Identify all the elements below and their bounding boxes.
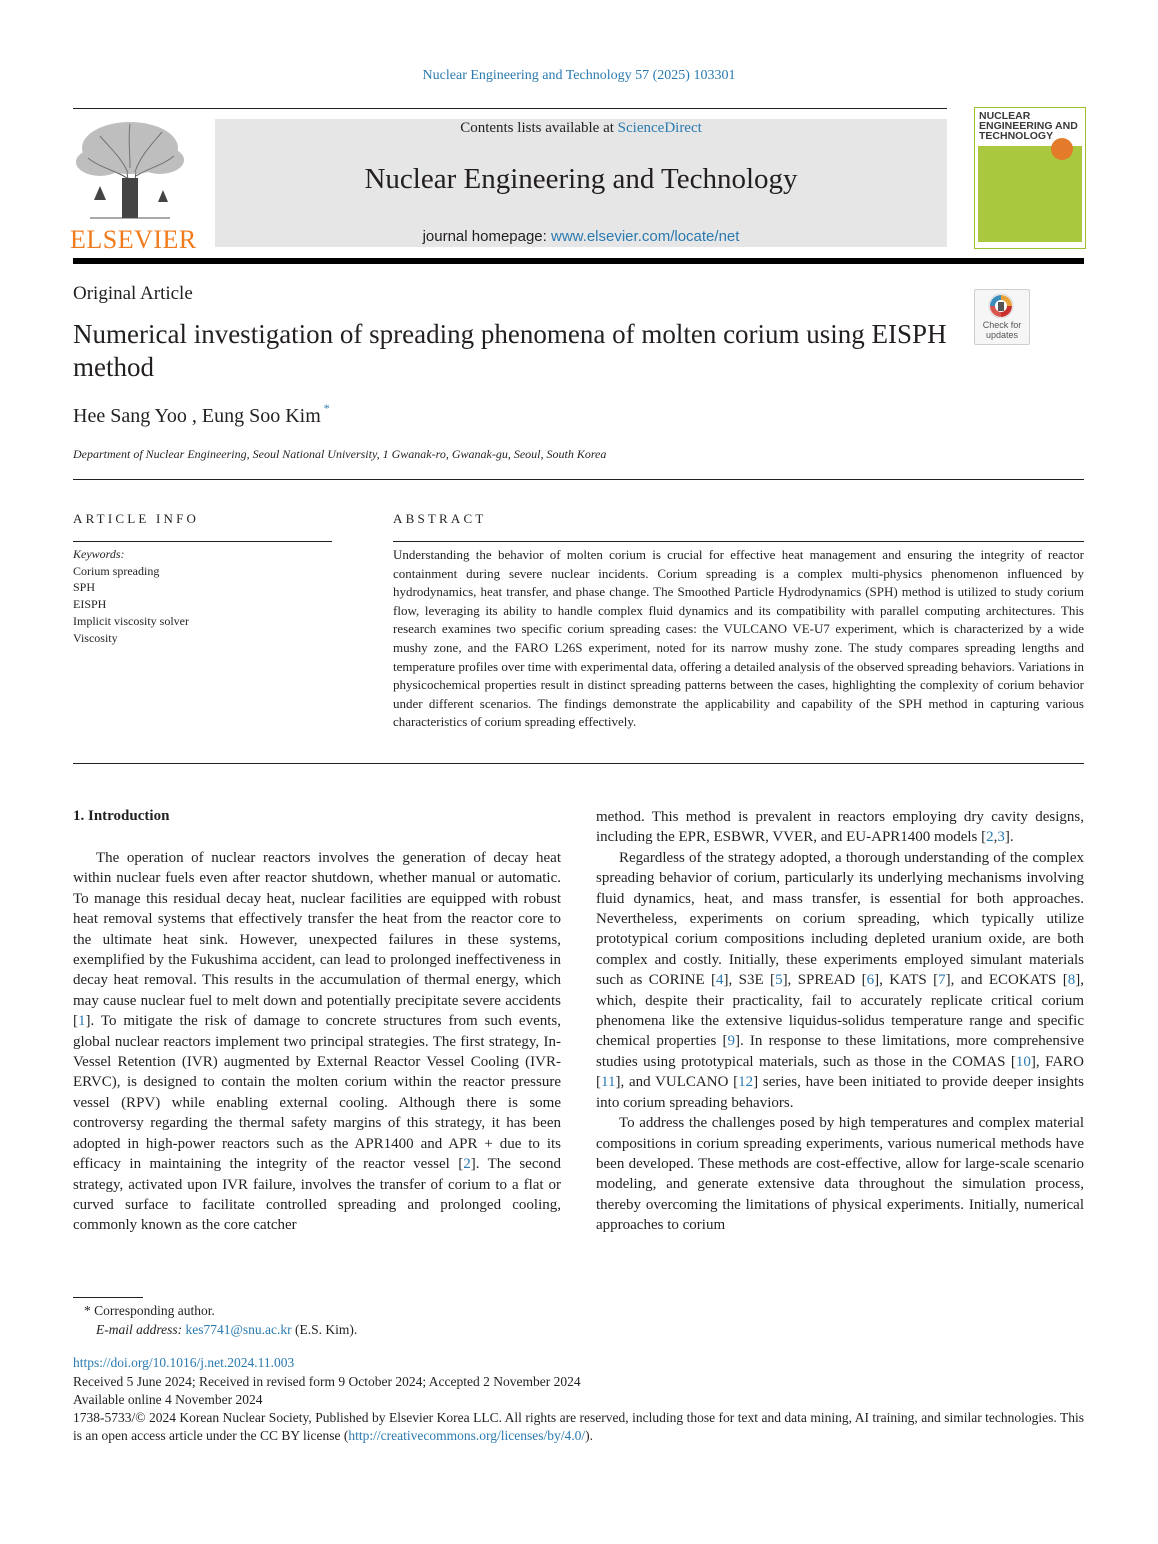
citation-link[interactable]: 8 <box>1067 972 1076 989</box>
text-run: The operation of nuclear reactors involves the generation of decay heat within nuclear fuels even after reactor shutdown, whether manual or automatic. To manage this residual decay heat, nuclear facilities are equipped with robust heat removal systems that effectively transfer the heat from the reactor core to the ultimate heat sink. However, unexpected failures in these systems, exemplified by the Fukushima accident, can lead to prolonged ineffectiveness in decay heat removal. This results in the accumulation of thermal energy, which may cause nuclear fuel to melt down and potentially precipitate severe accidents [ <box>73 850 561 1030</box>
citation-link[interactable]: 5 <box>775 972 783 989</box>
author-names: Hee Sang Yoo , Eung Soo Kim <box>73 405 321 427</box>
contents-prefix: Contents lists available at <box>460 120 614 136</box>
footnote-email <box>96 1322 357 1338</box>
doi-link-line <box>73 1355 294 1371</box>
keyword-item: EISPH <box>73 597 107 612</box>
text-run: Regardless of the strategy adopted, a thorough understanding of the complex spreading behavior of corium, particularly its underlying mechanisms involving fluid dynamics, heat, and mass transfer, is essential for both approaches. Nevertheless, experiments on corium spreading, which typically utilize prototypical corium compositions including depleted uranium oxide, are both complex and costly. Initially, these experiments employed simulant materials such as CORINE [ <box>596 849 1084 989</box>
cover-body <box>978 146 1082 242</box>
affiliation: Department of Nuclear Engineering, Seoul National University, 1 Gwanak-ro, Gwanak-gu, Seoul, South Korea <box>73 447 607 461</box>
citation-link[interactable]: 3 <box>997 829 1005 846</box>
footnote-rule <box>73 1297 143 1298</box>
available-online-date: Available online 4 November 2024 <box>73 1392 263 1407</box>
text-run: ]. To mitigate the risk of damage to concrete structures from such events, global nuclear reactors implement two principal strategies. The first strategy, In-Vessel Retention (IVR) augmented by External Reactor Vessel Cooling (IVR-ERVC), is designed to contain the molten corium within the reactor pressure vessel (RPV) while enabling external cooling. Although there is some controversy regarding the thermal safety margins of this strategy, it has been adopted in high-power reactors such as the APR1400 and APR + due to its efficacy in maintaining the integrity of the reactor vessel [ <box>73 1013 561 1173</box>
homepage-prefix: journal homepage: <box>422 228 547 245</box>
keyword-item: SPH <box>73 580 96 595</box>
corresponding-author-mark[interactable]: * <box>323 401 330 415</box>
email-suffix: (E.S. Kim). <box>291 1322 358 1337</box>
text-run: ]. <box>1004 829 1014 846</box>
crossmark-line: updates <box>985 329 1019 340</box>
citation-link[interactable]: 7 <box>938 972 946 989</box>
text-run: ], and VULCANO [ <box>615 1074 739 1091</box>
keywords-label: Keywords: <box>73 547 125 561</box>
paragraph: method. This method is prevalent in reactors employing dry cavity designs, including the EPR, ESBWR, VVER, and EU-APR1400 models [2,3]. <box>596 809 1084 846</box>
tree-logo-icon <box>70 118 190 222</box>
cover-title <box>979 111 1078 141</box>
elsevier-wordmark: ELSEVIER <box>70 225 197 254</box>
citation-link[interactable]: 2 <box>463 1156 471 1173</box>
email-label: E-mail address: <box>96 1322 183 1337</box>
text-run: ], and ECOKATS [ <box>945 972 1068 989</box>
journal-title: Nuclear Engineering and Technology <box>364 163 798 195</box>
text-run: ], which, despite their practicality, fail to accurately replicate critical corium phenomena like the extensive liquidus-solidus temperature range and specific chemical properties [ <box>596 972 1085 1050</box>
homepage-link[interactable]: www.elsevier.com/locate/net <box>551 228 740 245</box>
paragraph <box>596 848 1084 1113</box>
abstract-heading: ABSTRACT <box>393 511 487 526</box>
thick-divider <box>73 258 1084 264</box>
copyright-end: ). <box>585 1428 593 1443</box>
contents-line <box>215 120 947 137</box>
cover-title-line: ENGINEERING AND <box>979 120 1078 132</box>
article-info-rule <box>73 541 332 542</box>
text-run: ], KATS [ <box>874 972 939 989</box>
abstract-rule <box>393 541 1084 542</box>
divider-rule <box>73 479 1084 480</box>
body-column-right <box>596 807 1084 1236</box>
journal-banner <box>215 119 947 247</box>
journal-reference[interactable]: Nuclear Engineering and Technology 57 (2025) 103301 <box>422 68 736 83</box>
crossmark-label <box>975 321 1029 340</box>
divider-rule <box>73 763 1084 764</box>
sciencedirect-link[interactable]: ScienceDirect <box>617 120 702 136</box>
homepage-line <box>215 228 947 245</box>
footnote-corresponding: * Corresponding author. <box>84 1303 215 1318</box>
citation-link[interactable]: 4 <box>716 972 724 989</box>
keyword-item: Viscosity <box>73 630 118 645</box>
crossmark-line: Check for <box>982 320 1022 330</box>
section-heading-introduction: 1. Introduction <box>73 808 170 824</box>
text-run: ] series, have been initiated to provide deeper insights into corium spreading behaviors. <box>596 1074 1084 1111</box>
license-link[interactable]: http://creativecommons.org/licenses/by/4.0/ <box>348 1428 586 1443</box>
dates-block <box>73 1373 581 1409</box>
article-title: Numerical investigation of spreading phenomena of molten corium using EISPH method <box>73 319 947 382</box>
elsevier-logo[interactable] <box>70 118 197 254</box>
keywords-block <box>73 546 189 646</box>
cover-title-line: NUCLEAR <box>979 110 1031 122</box>
paragraph: To address the challenges posed by high temperatures and complex material compositions in corium spreading experiments, various numerical methods have been developed. These methods are cost-effective, allow for large-scale scenario modeling, and generate extensive data throughout the simulation process, thereby overcoming the limitations of physical experiments. Initially, numerical approaches to corium <box>596 1115 1084 1234</box>
cover-badge-icon <box>1051 138 1073 160</box>
check-for-updates-button[interactable] <box>974 289 1030 345</box>
email-link[interactable]: kes7741@snu.ac.kr <box>185 1322 292 1337</box>
doi-link[interactable]: https://doi.org/10.1016/j.net.2024.11.003 <box>73 1355 295 1370</box>
crossmark-icon <box>988 293 1014 319</box>
body-column-left <box>73 848 561 1236</box>
received-dates: Received 5 June 2024; Received in revised form 9 October 2024; Accepted 2 November 2024 <box>73 1374 581 1389</box>
text-run: ], S3E [ <box>723 972 776 989</box>
keyword-item: Corium spreading <box>73 563 160 578</box>
citation-link[interactable]: 1 <box>78 1013 86 1030</box>
text-run: ], FARO [ <box>596 1053 1084 1091</box>
keyword-item: Implicit viscosity solver <box>73 613 189 628</box>
journal-cover-thumbnail[interactable] <box>974 107 1086 249</box>
citation-link[interactable]: 10 <box>1015 1053 1031 1070</box>
paragraph <box>73 848 561 1236</box>
text-run: ], SPREAD [ <box>782 972 867 989</box>
citation-link[interactable]: 12 <box>738 1074 754 1091</box>
citation-link[interactable]: 11 <box>601 1074 616 1091</box>
abstract-text: Understanding the behavior of molten corium is crucial for effective heat management and ensuring the integrity of reactor containment during severe nuclear incidents. Corium spreading is a complex multi-physics phenomenon influenced by hydrodynamics, heat transfer, and phase change. The Smoothed Particle Hydrodynamics (SPH) method is utilized to study corium flow, leveraging its ability to handle complex fluid dynamics and its compatibility with parallel computing architectures. This research examines two specific corium spreading cases: the VULCANO VE-U7 experiment, which is characterized by a wide mushy zone, and the FARO L26S experiment, noted for its narrow mushy zone. The study compares spreading lengths and temperature profiles over time with experimental data, offering a detailed analysis of the observed spreading behaviors. Variations in physicochemical properties result in distinct spreading patterns between the cases, highlighting the complexity of corium behavior under different scenarios. The findings demonstrate the applicability and capability of the SPH method in capturing various characteristics of corium spreading effectively. <box>393 547 1084 730</box>
copyright-notice <box>73 1409 1084 1445</box>
citation-link[interactable]: 9 <box>727 1033 735 1050</box>
text-run: ]. The second strategy, activated upon IVR failure, involves the transfer of corium to a flat or curved surface to facilitate controlled spreading and prolonged cooling, commonly known as the core catcher <box>73 1156 561 1234</box>
author-list <box>73 401 330 428</box>
citation-link[interactable]: 2 <box>986 829 994 846</box>
text-run: ]. In response to these limitations, more comprehensive studies using prototypical materials, such as those in the COMAS [ <box>596 1033 1085 1070</box>
article-info-heading: ARTICLE INFO <box>73 511 200 526</box>
copyright-text: 1738-5733/© 2024 Korean Nuclear Society, Published by Elsevier Korea LLC. All rights are reserved, including those for text and data mining, AI training, and similar technologies. This is an open access article under the CC BY license ( <box>73 1410 1084 1443</box>
cover-title-line: TECHNOLOGY <box>979 130 1054 142</box>
article-type: Original Article <box>73 283 193 304</box>
citation-link[interactable]: 6 <box>866 972 875 989</box>
text-run: method. This method is prevalent in reactors employing dry cavity designs, including the EPR, ESBWR, VVER, and EU-APR1400 models [ <box>596 809 1084 846</box>
header-rule <box>73 108 947 109</box>
